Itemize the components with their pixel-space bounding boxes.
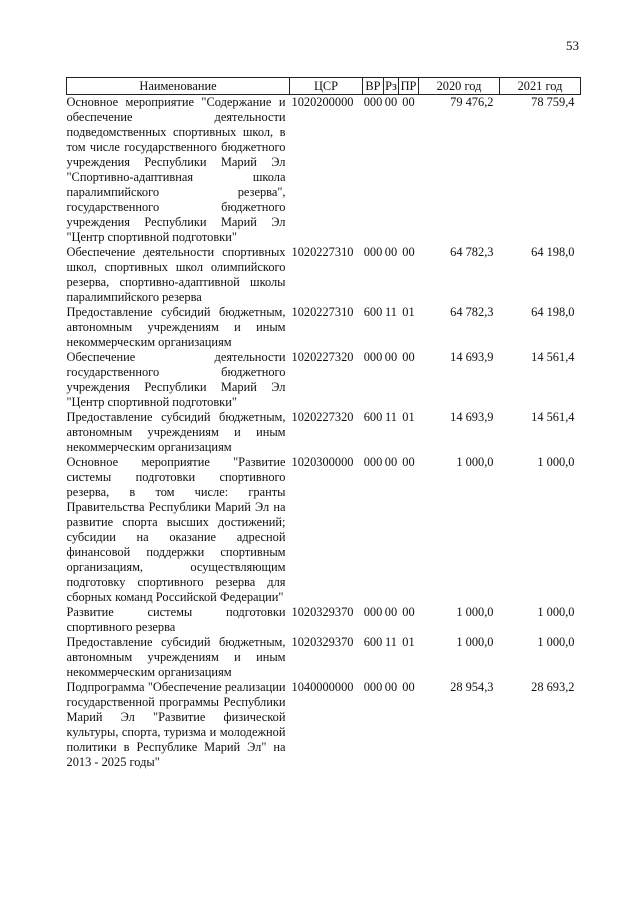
- row-csr-cell: 1020329370: [291, 635, 354, 649]
- row-2021-cell: 14 561,4: [531, 350, 575, 364]
- row-rz-cell: 00: [384, 455, 398, 469]
- row-2020-cell: 1 000,0: [456, 455, 494, 469]
- row-vr-cell: 600: [363, 305, 383, 319]
- row-pr-cell: 01: [402, 305, 415, 319]
- row-2020-cell: 28 954,3: [450, 680, 494, 694]
- row-rz-cell: 11: [385, 305, 397, 319]
- row-vr-cell: 000: [363, 350, 383, 364]
- row-rz-cell: 00: [384, 95, 398, 109]
- table-row: [67, 455, 581, 605]
- row-2021-cell: 78 759,4: [531, 95, 575, 109]
- budget-table: [66, 77, 581, 770]
- row-name-cell: Предоставление субсидий бюджетным, автономным учреждениям и иным некоммерческим организациям: [66, 410, 286, 454]
- table-header: [67, 78, 581, 95]
- table-row: [67, 410, 581, 455]
- row-vr-cell: 000: [363, 455, 383, 469]
- table-row: [67, 605, 581, 635]
- row-vr-cell: 000: [363, 605, 383, 619]
- row-2020-cell: 64 782,3: [450, 245, 494, 259]
- page-number: 53: [566, 38, 579, 53]
- row-2021-cell: 1 000,0: [537, 455, 575, 469]
- row-pr-cell: 01: [402, 410, 415, 424]
- row-2020-cell: 64 782,3: [450, 305, 494, 319]
- row-name-cell: Предоставление субсидий бюджетным, автономным учреждениям и иным некоммерческим организациям: [66, 635, 286, 679]
- row-csr-cell: 1020227310: [291, 245, 354, 259]
- row-name-cell: Подпрограмма "Обеспечение реализации государственной программы Республики Марий Эл "Развитие физической культуры, спорта, туризма и молодежной политики в Республике Марий Эл" на 2013 - 2025 годы": [66, 680, 286, 769]
- row-vr-cell: 000: [363, 245, 383, 259]
- row-rz-cell: 00: [384, 605, 398, 619]
- row-2020-cell: 1 000,0: [456, 635, 494, 649]
- row-rz-cell: 11: [385, 410, 397, 424]
- row-pr-cell: 00: [402, 245, 415, 259]
- header-2021: 2021 год: [500, 78, 581, 95]
- row-pr-cell: 00: [402, 680, 415, 694]
- row-pr-cell: 00: [402, 605, 415, 619]
- row-2020-cell: 79 476,2: [450, 95, 494, 109]
- row-pr-cell: 00: [402, 455, 415, 469]
- row-2021-cell: 1 000,0: [537, 635, 575, 649]
- row-2021-cell: 28 693,2: [531, 680, 575, 694]
- row-vr-cell: 000: [363, 680, 383, 694]
- row-pr-cell: 01: [402, 635, 415, 649]
- table-row: [67, 305, 581, 350]
- row-2021-cell: 64 198,0: [531, 245, 575, 259]
- row-csr-cell: 1040000000: [291, 680, 354, 694]
- row-name-cell: Предоставление субсидий бюджетным, автономным учреждениям и иным некоммерческим организациям: [66, 305, 286, 349]
- row-csr-cell: 1020200000: [291, 95, 354, 109]
- table-row: [67, 245, 581, 305]
- table-row: [67, 95, 581, 246]
- table-row: [67, 350, 581, 410]
- header-vr: ВР: [363, 78, 384, 95]
- header-2020: 2020 год: [419, 78, 500, 95]
- row-2020-cell: 14 693,9: [450, 350, 494, 364]
- row-rz-cell: 11: [385, 635, 397, 649]
- row-csr-cell: 1020329370: [291, 605, 354, 619]
- row-rz-cell: 00: [384, 245, 398, 259]
- table-row: [67, 635, 581, 680]
- row-2020-cell: 1 000,0: [456, 605, 494, 619]
- row-name-cell: Развитие системы подготовки спортивного резерва: [66, 605, 286, 634]
- row-pr-cell: 00: [402, 350, 415, 364]
- header-name: Наименование: [67, 78, 290, 95]
- table-row: [67, 680, 581, 770]
- header-rz: Рз: [385, 79, 397, 93]
- row-pr-cell: 00: [402, 95, 415, 109]
- row-csr-cell: 1020300000: [291, 455, 354, 469]
- row-rz-cell: 00: [384, 680, 398, 694]
- row-vr-cell: 000: [363, 95, 383, 109]
- header-csr: ЦСР: [290, 78, 363, 95]
- row-rz-cell: 00: [384, 350, 398, 364]
- row-2021-cell: 1 000,0: [537, 605, 575, 619]
- header-pr: ПР: [399, 78, 419, 95]
- row-name-cell: Основное мероприятие "Содержание и обеспечение деятельности подведомственных спортивных школ, в том числе государственного бюджетного учреждения Республики Марий Эл "Спортивно-адаптивная школа паралимпийского резерва", государственного бюджетного учреждения Республики Марий Эл "Центр спортивной подготовки": [66, 95, 286, 244]
- row-2021-cell: 14 561,4: [531, 410, 575, 424]
- row-name-cell: Основное мероприятие "Развитие системы подготовки спортивного резерва, в том числе: гранты Правительства Республики Марий Эл на развитие спорта высших достижений; субсидии на оказание адресной финансовой поддержки спортивным организациям, осуществляющим подготовку спортивного резерва для сборных команд Российской Федерации": [66, 455, 286, 604]
- row-csr-cell: 1020227310: [291, 305, 354, 319]
- row-vr-cell: 600: [363, 635, 383, 649]
- row-name-cell: Обеспечение деятельности государственного бюджетного учреждения Республики Марий Эл "Центр спортивной подготовки": [66, 350, 286, 409]
- row-2021-cell: 64 198,0: [531, 305, 575, 319]
- row-vr-cell: 600: [363, 410, 383, 424]
- row-2020-cell: 14 693,9: [450, 410, 494, 424]
- row-csr-cell: 1020227320: [291, 350, 354, 364]
- table-body: [67, 95, 581, 771]
- row-name-cell: Обеспечение деятельности спортивных школ, спортивных школ олимпийского резерва, спортивно-адаптивной школы паралимпийского резерва: [66, 245, 286, 304]
- row-csr-cell: 1020227320: [291, 410, 354, 424]
